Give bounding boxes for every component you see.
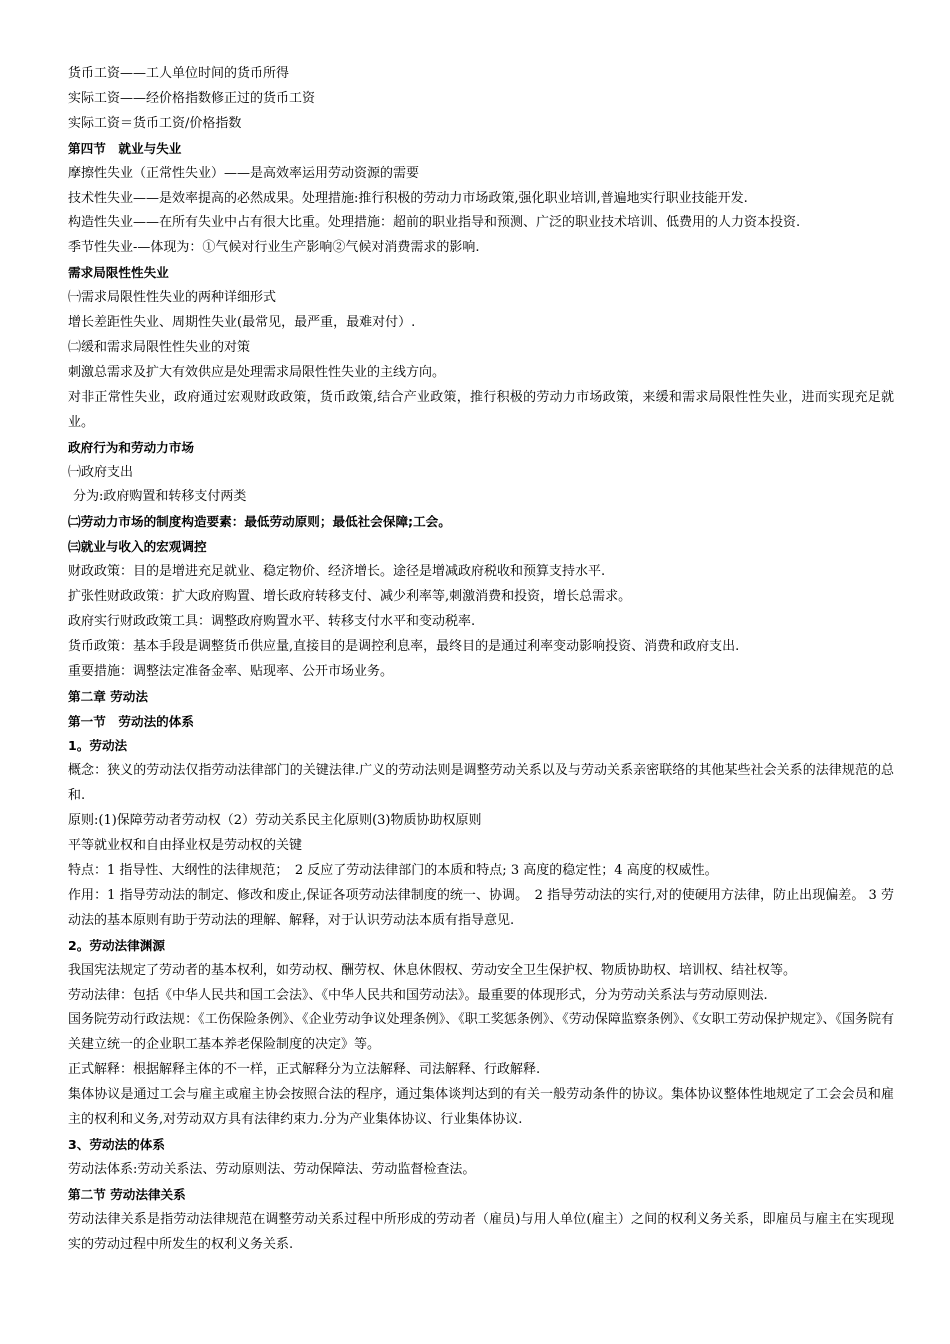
text-line: 货币政策：基本手段是调整货币供应量,直接目的是调控利息率，最终目的是通过利率变动影响投资、消费和政府支出. [68,638,740,654]
text-line: ㈡缓和需求局限性性失业的对策 [68,339,251,355]
text-paragraph: 对非正常性失业，政府通过宏观财政政策，货币政策,结合产业政策，推行积极的劳动力市场政策，来缓和需求局限性性失业，进而实现充足就业。 [68,389,894,430]
chapter-heading: 第二章 劳动法 [68,688,148,704]
text-line: 财政政策：目的是增进充足就业、稳定物价、经济增长。途径是增减政府税收和预算支持水平. [68,564,606,580]
text-line: 政府实行财政政策工具：调整政府购置水平、转移支付水平和变动税率. [68,613,476,629]
text-paragraph: 集体协议是通过工会与雇主或雇主协会按照合法的程序，通过集体谈判达到的有关一般劳动条件的协议。集体协议整体性地规定了工会会员和雇主的权利和义务,对劳动双方具有法律约束力.分为产业集体协议、行业集体协议. [68,1087,894,1128]
text-line: ㈠政府支出 [68,464,134,480]
text-line: 摩擦性失业（正常性失业）——是高效率运用劳动资源的需要 [68,165,420,181]
text-line: 扩张性财政政策：扩大政府购置、增长政府转移支付、减少利率等,刺激消费和投资，增长总需求。 [68,589,632,605]
text-line: 重要措施：调整法定准备金率、贴现率、公开市场业务。 [68,663,394,679]
text-line: 特点：1 指导性、大纲性的法律规范； 2 反应了劳动法律部门的本质和特点; 3 高度的稳定性；4 高度的权威性。 [68,863,718,878]
text-line: 我国宪法规定了劳动者的基本权利，如劳动权、酬劳权、休息休假权、劳动安全卫生保护权、物质协助权、培训权、结社权等。 [68,962,797,978]
text-line: 原则:(1)保障劳动者劳动权（2）劳动关系民主化原则(3)物质协助权原则 [68,813,482,829]
text-line: 分为:政府购置和转移支付两类 [73,489,247,505]
subsection-heading: ㈢就业与收入的宏观调控 [68,539,207,555]
text-line: 劳动法体系:劳动关系法、劳动原则法、劳动保障法、劳动监督检查法。 [68,1161,476,1177]
text-line: 劳动法律：包括《中华人民共和国工会法》、《中华人民共和国劳动法》。最重要的体现形式，分为劳动关系法与劳动原则法. [68,987,768,1003]
text-paragraph: 作用：1 指导劳动法的制定、修改和废止,保证各项劳动法律制度的统一、协调。 2 指导劳动法的实行,对的使硬用方法律，防止出现偏差。 3 劳动法的基本原则有助于劳动法的理解、解释，对于认识劳动法本质有指导意见. [68,887,894,928]
document-page [68,62,894,1258]
subsection-heading: 2。劳动法律渊源 [68,937,165,953]
text-line: 实际工资＝货币工资/价格指数 [68,115,242,131]
section-heading: 第二节 劳动法律关系 [68,1186,186,1202]
subsection-heading: 政府行为和劳动力市场 [68,439,194,455]
text-line: 刺激总需求及扩大有效供应是处理需求局限性性失业的主线方向。 [68,364,446,380]
text-paragraph: 概念：狭义的劳动法仅指劳动法律部门的关键法律.广义的劳动法则是调整劳动关系以及与劳动关系亲密联络的其他某些社会关系的法律规范的总和. [68,763,894,804]
text-line: 季节性失业-—体现为：①气候对行业生产影响②气候对消费需求的影响. [68,240,480,256]
text-line: ㈠需求局限性性失业的两种详细形式 [68,290,277,306]
section-heading: 第一节 劳动法的体系 [68,713,194,729]
text-line: 技术性失业——是效率提高的必然成果。处理措施:推行积极的劳动力市场政策,强化职业培训,普遍地实行职业技能开发. [68,190,748,206]
text-line: 实际工资——经价格指数修正过的货币工资 [68,90,316,106]
subsection-heading: 需求局限性性失业 [68,265,169,281]
subsection-heading: ㈡劳动力市场的制度构造要素：最低劳动原则；最低社会保障;工会。 [68,514,451,530]
text-line: 增长差距性失业、周期性失业(最常见，最严重，最难对付）. [68,315,416,331]
text-line: 货币工资——工人单位时间的货币所得 [68,66,290,81]
text-paragraph: 国务院劳动行政法规：《工伤保险条例》、《企业劳动争议处理条例》、《职工奖惩条例》、《劳动保障监察条例》、《女职工劳动保护规定》、《国务院有关建立统一的企业职工基本养老保险制度的决定》等。 [68,1012,894,1053]
text-paragraph: 劳动法律关系是指劳动法律规范在调整劳动关系过程中所形成的劳动者（雇员)与用人单位(雇主）之间的权利义务关系，即雇员与雇主在实现现实的劳动过程中所发生的权利义务关系. [68,1211,894,1252]
subsection-heading: 3、劳动法的体系 [68,1136,165,1152]
text-line: 正式解释：根据解释主体的不一样，正式解释分为立法解释、司法解释、行政解释. [68,1062,541,1078]
subsection-heading: 1。劳动法 [68,738,128,754]
text-line: 构造性失业——在所有失业中占有很大比重。处理措施：超前的职业指导和预测、广泛的职业技术培训、低费用的人力资本投资. [68,215,801,231]
text-line: 平等就业权和自由择业权是劳动权的关键 [68,838,303,854]
section-heading: 第四节 就业与失业 [68,140,182,156]
